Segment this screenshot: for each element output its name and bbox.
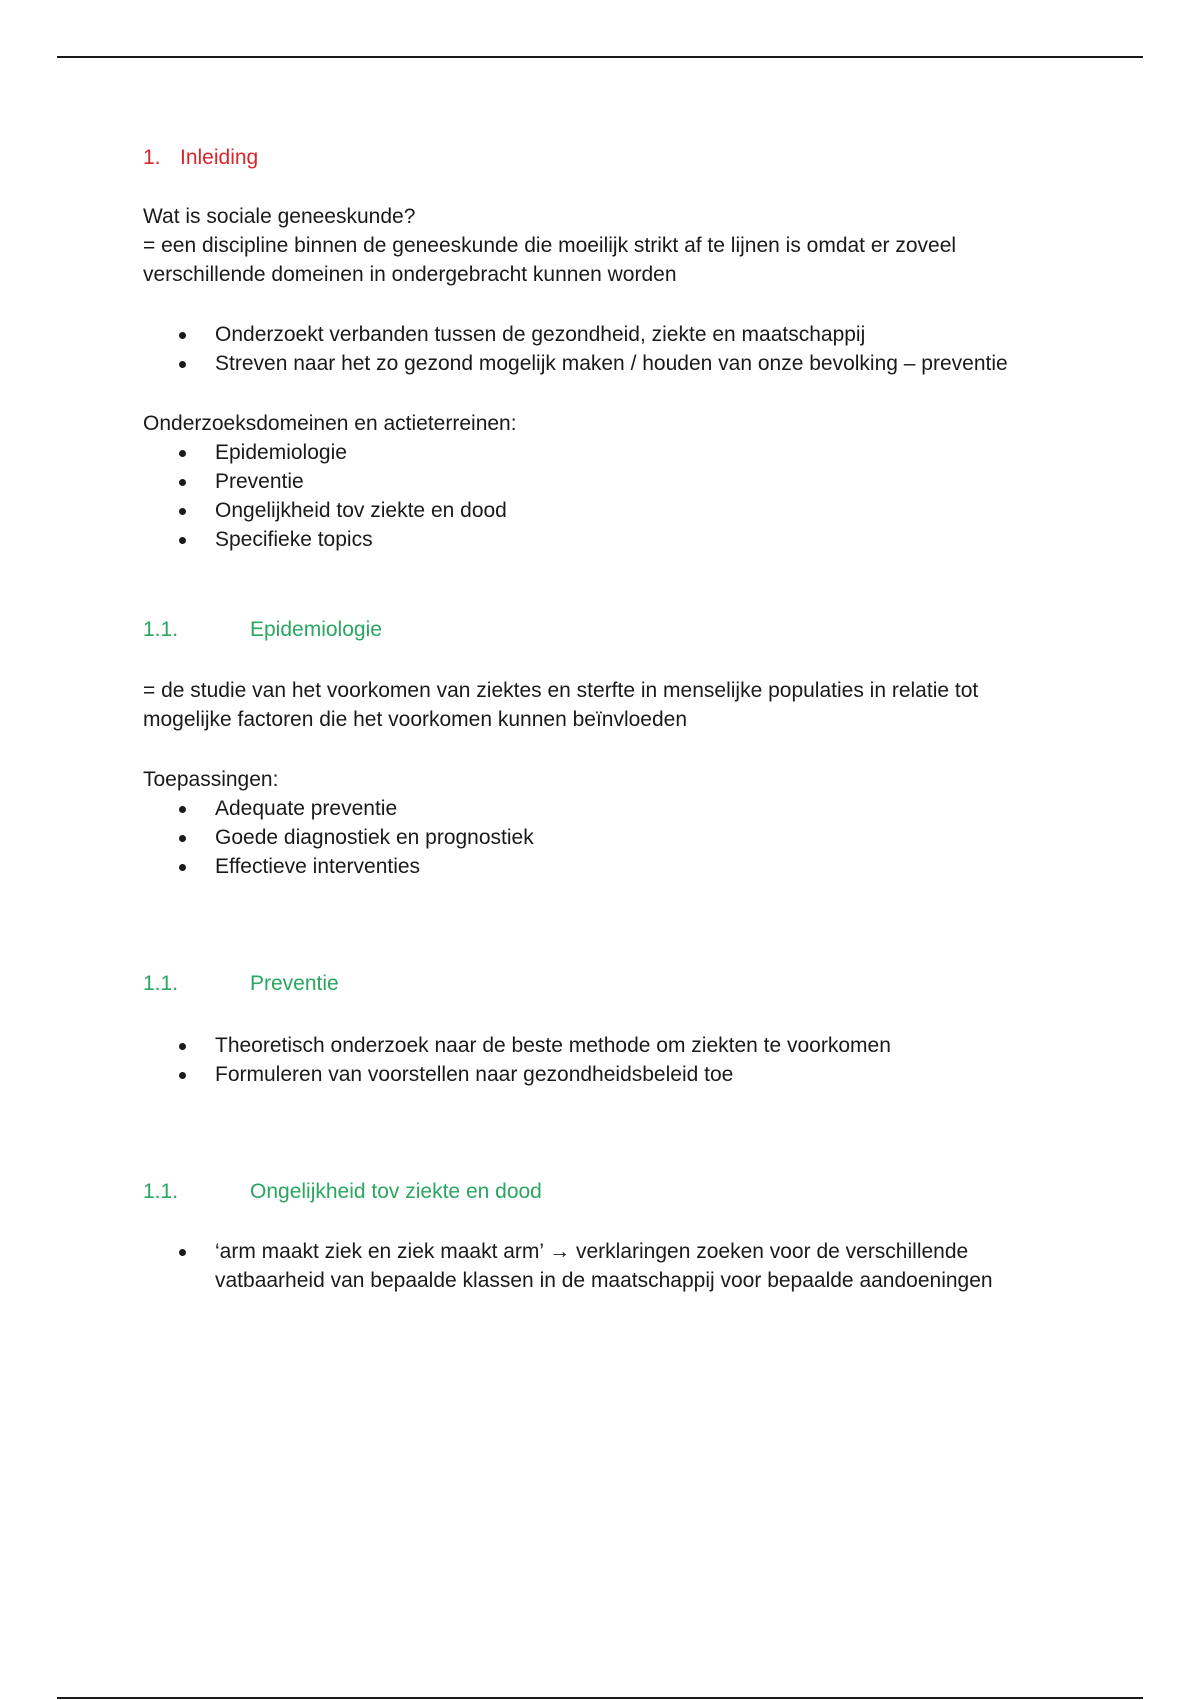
- heading-number: 1.1.: [143, 972, 179, 995]
- list-item-text: Onderzoekt verbanden tussen de gezondheid, ziekte en maatschappij: [215, 323, 866, 346]
- definition-line: mogelijke factoren die het voorkomen kunnen beïnvloeden: [143, 708, 688, 731]
- domains-label-text: Onderzoeksdomeinen en actieterreinen:: [143, 412, 517, 435]
- list-item: [143, 1237, 1103, 1295]
- list-item: [143, 852, 1103, 881]
- heading-preventie: [143, 969, 1103, 998]
- footer-rule: [57, 1697, 1143, 1699]
- list-item: [143, 823, 1103, 852]
- heading-number: 1.1.: [143, 618, 179, 641]
- list-item-text: Preventie: [215, 470, 304, 493]
- list-item-text: Specifieke topics: [215, 528, 373, 551]
- intro-definition: [143, 202, 1103, 289]
- list-item-text: Epidemiologie: [215, 441, 347, 464]
- bullet-icon: [179, 835, 186, 842]
- heading-title: Preventie: [250, 972, 339, 995]
- list-item-text: ‘arm maakt ziek en ziek maakt arm’ → verklaringen zoeken voor de verschillende: [215, 1240, 969, 1263]
- bullet-icon: [179, 1249, 186, 1256]
- list-item: [143, 467, 1103, 496]
- list-item: [143, 320, 1103, 349]
- bullet-icon: [179, 508, 186, 515]
- heading-ongelijkheid: [143, 1177, 1103, 1206]
- list-item-text: Streven naar het zo gezond mogelijk maken / houden van onze bevolking – preventie: [215, 352, 1008, 375]
- list-item-text: vatbaarheid van bepaalde klassen in de maatschappij voor bepaalde aandoeningen: [215, 1269, 993, 1292]
- intro-definition-line: = een discipline binnen de geneeskunde die moeilijk strikt af te lijnen is omdat er zoveel: [143, 234, 957, 257]
- list-item: [143, 525, 1103, 554]
- heading-title: Ongelijkheid tov ziekte en dood: [250, 1180, 542, 1203]
- bullet-icon: [179, 1072, 186, 1079]
- domains-label: [143, 409, 1103, 438]
- definition-line: = de studie van het voorkomen van ziektes en sterfte in menselijke populaties in relatie tot: [143, 679, 979, 702]
- applications-list: [143, 794, 1103, 881]
- bullet-icon: [179, 537, 186, 544]
- bullet-icon: [179, 332, 186, 339]
- list-item: [143, 794, 1103, 823]
- heading-number: 1.: [143, 146, 161, 169]
- heading-title: Epidemiologie: [250, 618, 382, 641]
- heading-number: 1.1.: [143, 1180, 179, 1203]
- list-item: [143, 1031, 1103, 1060]
- heading-title: Inleiding: [180, 146, 259, 169]
- bullet-icon: [179, 1043, 186, 1050]
- prevention-list: [143, 1031, 1103, 1089]
- bullet-icon: [179, 361, 186, 368]
- applications-label-text: Toepassingen:: [143, 768, 279, 791]
- list-item: [143, 438, 1103, 467]
- header-rule: [57, 56, 1143, 58]
- bullet-icon: [179, 479, 186, 486]
- list-item-text: Ongelijkheid tov ziekte en dood: [215, 499, 507, 522]
- list-item: [143, 496, 1103, 525]
- bullet-icon: [179, 806, 186, 813]
- list-item-text: Formuleren van voorstellen naar gezondheidsbeleid toe: [215, 1063, 734, 1086]
- list-item: [143, 1060, 1103, 1089]
- intro-question: Wat is sociale geneeskunde?: [143, 205, 416, 228]
- bullet-icon: [179, 864, 186, 871]
- list-item-text: Effectieve interventies: [215, 855, 421, 878]
- epidemiology-definition: [143, 676, 1103, 734]
- inequality-list: [143, 1237, 1103, 1295]
- domains-list: [143, 438, 1103, 554]
- heading-epidemiologie: [143, 615, 1103, 644]
- list-item-text: Theoretisch onderzoek naar de beste methode om ziekten te voorkomen: [215, 1034, 891, 1057]
- bullet-icon: [179, 450, 186, 457]
- list-item-text: Adequate preventie: [215, 797, 398, 820]
- applications-label: [143, 765, 1103, 794]
- list-item-text: Goede diagnostiek en prognostiek: [215, 826, 534, 849]
- list-item: [143, 349, 1103, 378]
- intro-bullet-list: [143, 320, 1103, 378]
- heading-inleiding: [143, 143, 1103, 172]
- intro-definition-line: verschillende domeinen in ondergebracht kunnen worden: [143, 263, 677, 286]
